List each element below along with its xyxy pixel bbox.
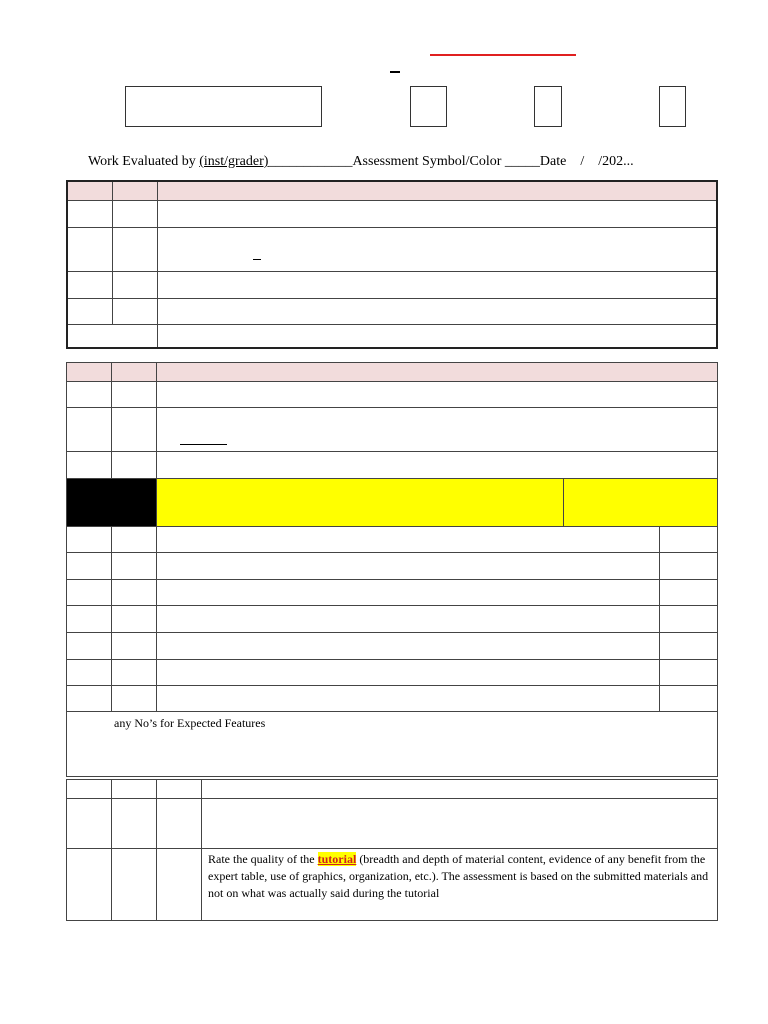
evaluated-by-blank[interactable]: ____________ bbox=[268, 154, 353, 169]
table-cell[interactable] bbox=[67, 298, 112, 324]
table-cell[interactable] bbox=[67, 408, 112, 452]
table-cell[interactable] bbox=[112, 200, 157, 227]
feature-row bbox=[67, 606, 718, 633]
table-header-row bbox=[67, 780, 718, 799]
table-cell[interactable] bbox=[660, 553, 718, 580]
rate-prefix: Rate the quality of the bbox=[208, 852, 318, 866]
table-cell bbox=[67, 181, 112, 200]
title-dash bbox=[390, 71, 400, 73]
table-cell bbox=[157, 527, 660, 553]
table-cell bbox=[67, 780, 112, 799]
table-cell[interactable] bbox=[67, 686, 112, 712]
table-cell bbox=[157, 452, 718, 479]
table-cell[interactable] bbox=[67, 606, 112, 633]
table-cell bbox=[112, 780, 157, 799]
expected-features-header bbox=[67, 479, 718, 527]
table-row bbox=[67, 200, 717, 227]
table-cell[interactable] bbox=[67, 849, 112, 921]
table-cell bbox=[157, 633, 660, 660]
score-box-1[interactable] bbox=[410, 86, 447, 127]
assessment-label: Assessment Symbol/Color bbox=[352, 154, 505, 169]
table-cell bbox=[112, 181, 157, 200]
table-cell[interactable] bbox=[112, 633, 157, 660]
table-row bbox=[67, 408, 718, 452]
table-cell[interactable] bbox=[660, 606, 718, 633]
table-cell[interactable] bbox=[660, 633, 718, 660]
table-cell bbox=[157, 553, 660, 580]
underline-mark bbox=[180, 444, 227, 445]
table-cell[interactable] bbox=[112, 799, 157, 849]
evaluation-line bbox=[88, 154, 634, 170]
table-header-row bbox=[67, 363, 718, 382]
feature-row bbox=[67, 686, 718, 712]
table-cell bbox=[157, 686, 660, 712]
table-cell[interactable] bbox=[67, 633, 112, 660]
table-cell[interactable] bbox=[112, 660, 157, 686]
tutorial-highlight: tutorial bbox=[317, 852, 357, 866]
yellow-header-cell-right bbox=[564, 479, 718, 527]
table-cell[interactable] bbox=[67, 527, 112, 553]
table-cell[interactable] bbox=[67, 227, 112, 271]
title-underline-red bbox=[430, 54, 576, 56]
table-cell[interactable] bbox=[67, 200, 112, 227]
table-cell[interactable] bbox=[112, 553, 157, 580]
date-label: Date bbox=[539, 154, 567, 169]
table-cell bbox=[157, 606, 660, 633]
table-cell[interactable] bbox=[112, 686, 157, 712]
expected-features-note[interactable]: any No’s for Expected Features bbox=[67, 712, 718, 777]
score-box-2[interactable] bbox=[534, 86, 562, 127]
table-cell[interactable] bbox=[112, 580, 157, 606]
feature-row bbox=[67, 580, 718, 606]
criteria-table-3 bbox=[66, 779, 718, 921]
date-value[interactable]: / /202... bbox=[566, 154, 634, 169]
table-cell[interactable] bbox=[67, 382, 112, 408]
notes-row bbox=[67, 712, 718, 777]
table-row bbox=[67, 799, 718, 849]
table-cell[interactable] bbox=[112, 849, 157, 921]
table-row bbox=[67, 452, 718, 479]
rate-suffix: (breadth and depth of material content, evidence of any benefit from the expert table, use of graphics, organization, etc.). The assessment is based on the submitted materials and not on what was actually said during the tutorial bbox=[208, 852, 709, 900]
black-header-cell bbox=[67, 479, 157, 527]
table-cell bbox=[202, 780, 718, 799]
criteria-table-1 bbox=[66, 180, 718, 349]
table-cell[interactable] bbox=[660, 660, 718, 686]
yellow-header-cell bbox=[157, 479, 564, 527]
table-cell bbox=[202, 799, 718, 849]
table-cell bbox=[157, 660, 660, 686]
table-cell[interactable] bbox=[112, 298, 157, 324]
table-row bbox=[67, 271, 717, 298]
table-header-row bbox=[67, 181, 717, 200]
table-cell[interactable] bbox=[67, 452, 112, 479]
table-cell[interactable] bbox=[67, 553, 112, 580]
table-cell[interactable] bbox=[660, 580, 718, 606]
table-cell[interactable] bbox=[112, 452, 157, 479]
evaluated-by-value[interactable]: (inst/grader) bbox=[199, 154, 269, 169]
table-cell[interactable] bbox=[112, 271, 157, 298]
name-box[interactable] bbox=[125, 86, 322, 127]
table-cell bbox=[157, 363, 718, 382]
table-cell bbox=[157, 580, 660, 606]
feature-row bbox=[67, 553, 718, 580]
table-cell bbox=[157, 227, 717, 271]
table-cell[interactable] bbox=[112, 408, 157, 452]
table-cell[interactable] bbox=[67, 324, 157, 348]
table-cell[interactable] bbox=[112, 606, 157, 633]
table-cell bbox=[157, 271, 717, 298]
table-cell bbox=[157, 181, 717, 200]
table-row bbox=[67, 227, 717, 271]
table-cell bbox=[157, 298, 717, 324]
table-cell bbox=[157, 324, 717, 348]
table-cell[interactable] bbox=[157, 849, 202, 921]
table-cell[interactable] bbox=[660, 686, 718, 712]
table-cell bbox=[112, 363, 157, 382]
table-cell[interactable] bbox=[660, 527, 718, 553]
table-cell[interactable] bbox=[157, 799, 202, 849]
score-box-3[interactable] bbox=[659, 86, 686, 127]
table-cell[interactable] bbox=[112, 527, 157, 553]
feature-row bbox=[67, 527, 718, 553]
table-cell[interactable] bbox=[112, 382, 157, 408]
table-cell bbox=[157, 200, 717, 227]
tutorial-rating-text bbox=[202, 849, 718, 921]
feature-row bbox=[67, 633, 718, 660]
table-total-row bbox=[67, 324, 717, 348]
feature-row bbox=[67, 660, 718, 686]
table-cell bbox=[157, 382, 718, 408]
table-cell bbox=[67, 363, 112, 382]
criteria-table-2 bbox=[66, 362, 718, 777]
table-cell bbox=[157, 780, 202, 799]
assessment-blank[interactable]: _____ bbox=[504, 154, 540, 169]
table-row bbox=[67, 382, 718, 408]
table-cell[interactable] bbox=[67, 580, 112, 606]
table-row bbox=[67, 849, 718, 921]
table-row bbox=[67, 298, 717, 324]
table-cell[interactable] bbox=[112, 227, 157, 271]
evaluated-by-label: Work Evaluated by bbox=[88, 154, 200, 169]
table-cell[interactable] bbox=[67, 271, 112, 298]
table-cell[interactable] bbox=[67, 799, 112, 849]
underline-mark bbox=[253, 259, 261, 260]
table-cell bbox=[157, 408, 718, 452]
table-cell[interactable] bbox=[67, 660, 112, 686]
